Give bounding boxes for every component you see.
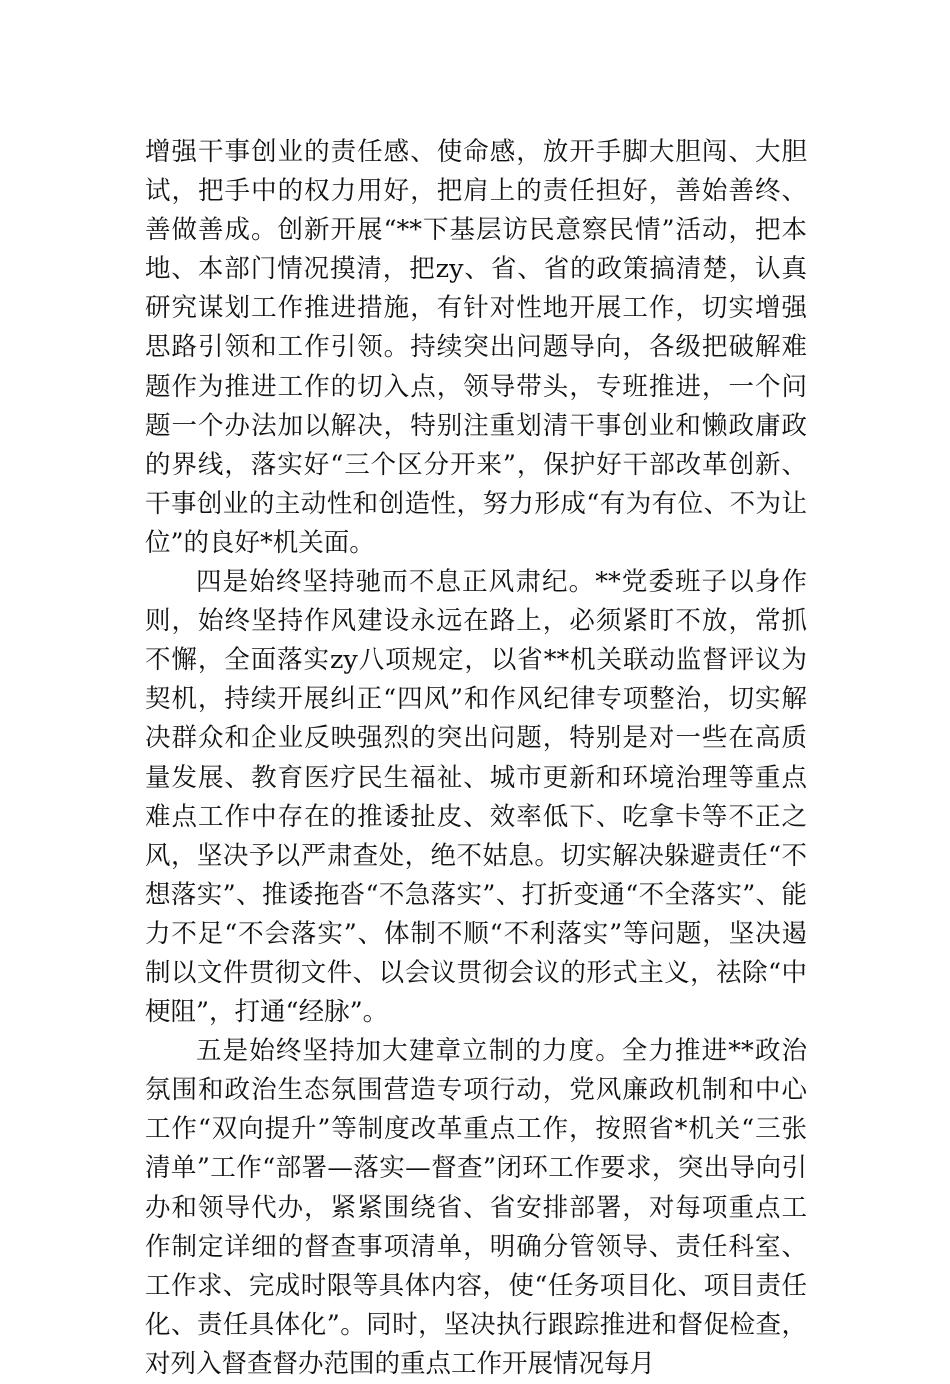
document-body	[145, 133, 807, 1384]
paragraph-four-conduct-discipline: 四是始终坚持驰而不息正风肃纪。**党委班子以身作则，始终坚持作风建设永远在路上，必须紧盯不放，常抓不懈，全面落实zy八项规定，以省**机关联动监督评议为契机，持续开展纠正“四风”和作风纪律专项整治，切实解决群众和企业反映强烈的突出问题，特别是对一些在高质量发展、教育医疗民生福祉、城市更新和环境治理等重点难点工作中存在的推诿扯皮、效率低下、吃拿卡等不正之风，坚决予以严肃查处，绝不姑息。切实解决躲避责任“不想落实”、推诿拖沓“不急落实”、打折变通“不全落实”、能力不足“不会落实”、体制不顺“不利落实”等问题，坚决遏制以文件贯彻文件、以会议贯彻会议的形式主义，祛除“中梗阻”，打通“经脉”。	[145, 567, 807, 1028]
paragraph-five-institution-building: 五是始终坚持加大建章立制的力度。全力推进**政治氛围和政治生态氛围营造专项行动，党风廉政机制和中心工作“双向提升”等制度改革重点工作，按照省*机关“三张清单”工作“部署—落实—督查”闭环工作要求，突出导向引办和领导代办，紧紧围绕省、省安排部署，对每项重点工作制定详细的督查事项清单，明确分管领导、责任科室、工作求、完成时限等具体内容，使“任务项目化、项目责任化、责任具体化”。同时，坚决执行跟踪推进和督促检查，对列入督查督办范围的重点工作开展情况每月	[145, 1036, 807, 1379]
paragraph-continued: 增强干事创业的责任感、使命感，放开手脚大胆闯、大胆试，把手中的权力用好，把肩上的责任担好，善始善终、善做善成。创新开展“**下基层访民意察民情”活动，把本地、本部门情况摸清，把zy、省、省的政策搞清楚，认真研究谋划工作推进措施，有针对性地开展工作，切实增强思路引领和工作引领。持续突出问题导向，各级把破解难题作为推进工作的切入点，领导带头，专班推进，一个问题一个办法加以解决，特别注重划清干事创业和懒政庸政的界线，落实好“三个区分开来”，保护好干部改革创新、干事创业的主动性和创造性，努力形成“有为有位、不为让位”的良好*机关面。	[145, 137, 807, 558]
